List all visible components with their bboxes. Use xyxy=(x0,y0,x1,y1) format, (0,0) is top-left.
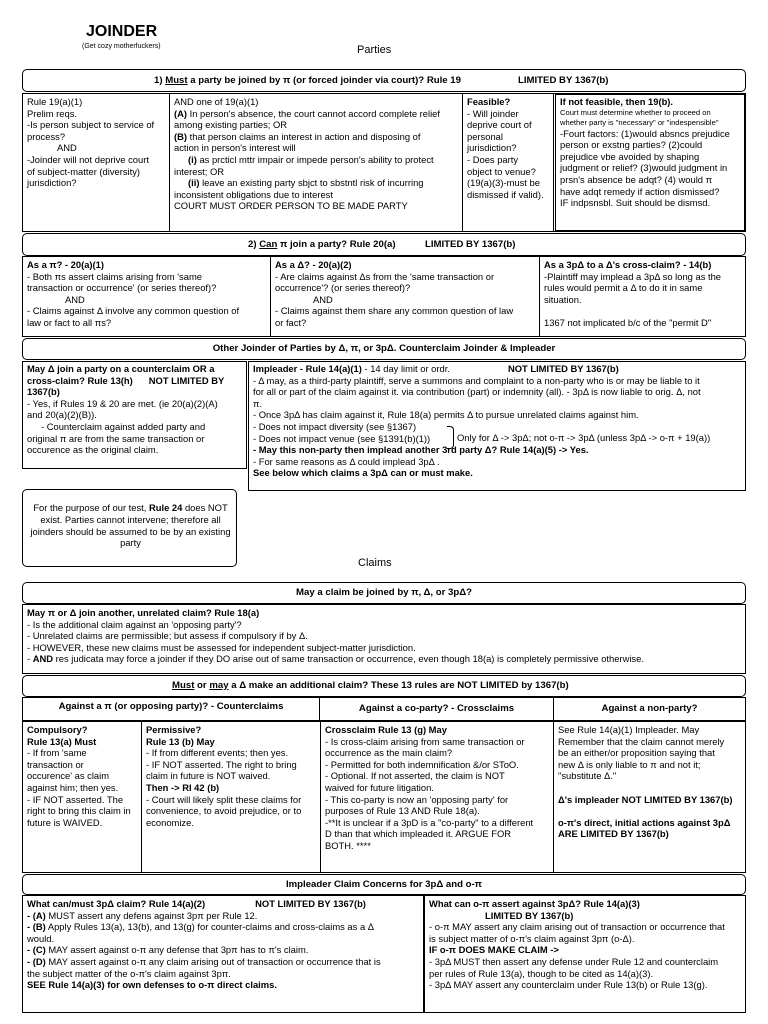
claims-question: May a claim be joined by π, Δ, or 3pΔ? xyxy=(296,587,472,598)
q1-question: 1) Must a party be joined by π (or forced joinder via court)? Rule 19 xyxy=(154,75,461,86)
subtitle: (Get cozy motherfuckers) xyxy=(82,43,161,50)
q1-col3: Feasible? - Will joinder deprive court of personal jurisdiction? - Does party object to venue? (19(a)(3)-must be dismissed if valid). xyxy=(467,96,544,200)
page-title: JOINDER xyxy=(86,23,158,40)
other-header-text: Other Joinder of Parties by Δ, π, or 3pΔ. Counterclaim Joinder & Impleader xyxy=(212,343,556,354)
q1-col1: Rule 19(a)(1) Prelim reqs. -Is person subject to service of process? AND -Joinder will not deprive court of subject-matter (diversity) jurisdiction? xyxy=(27,96,155,189)
section-claims: Claims xyxy=(358,557,392,569)
q2-col1: As a π? - 20(a)(1) - Both πs assert claims arising from 'same transaction or occurrence' (or series thereof)? AND - Claims against Δ involve any common question of law or fact to all πs? xyxy=(27,259,240,328)
q1-col2: AND one of 19(a)(1) (A) In person's absence, the court cannot accord complete relief among existing parties; OR (B) that person claims an interest in action and disposing of action in person's interest will (i) as prcticl mttr impair or impede person's ability to protect interest; OR (ii) leave an existing party sbjct to sbstntl risk of incurring inconsistent obligations due to interest COURT MUST ORDER PERSON TO BE MADE PARTY xyxy=(174,96,440,212)
q1-col4: If not feasible, then 19(b). Court must determine whether to proceed on whether party is "necessary" or "indespensible" -Fourt factors: (1)would absncs prejudice person or exstng parties? (2)could prejudice vbe avoided by shaping judgment or relief? (3)would judgment in prsn's absence be adqt? (4) would π have adqt remedy if action dismissed? IF indpsnsbl. Suit should be dismsd. xyxy=(560,96,730,209)
crossclaims-header: Against a co-party? - Crossclaims xyxy=(358,703,515,714)
impleader-brace-note: Only for Δ -> 3pΔ; not o-π -> 3pΔ (unless 3pΔ -> o-π + 19(a)) xyxy=(457,432,711,443)
crossclaim-col: Crossclaim Rule 13 (g) May - Is cross-claim arising from same transaction or occurrence as the main claim? - Permitted for both indemnification &/or SToO. - Optional. If not asserted, the claim is NOT waived for future litigation. - This co-party is now an 'opposing party' for purposes of Rule 13 AND Rule 18(a). -**It is unclear if a 3pD is a "co-party" to a different D than that which impleaded it. ARGUE FOR BOTH. **** xyxy=(325,724,534,851)
rule13h-text: May Δ join a party on a counterclaim OR a cross-claim? Rule 13(h) NOT LIMITED BY 1367(b) - Yes, if Rules 19 & 20 are met. (ie 20(a)(2)(A) and 20(a)(2)(B)). - Counterclaim against added party and original π are from the same transaction or occurence as the original claim. xyxy=(27,363,225,456)
counterclaims-header: Against a π (or opposing party)? - Counterclaims xyxy=(58,701,284,712)
q2-col2: As a Δ? - 20(a)(2) - Are claims against Δs from the 'same transaction or occurrence'? (or series thereof)? AND - Claims against them share any common question of law or fact? xyxy=(275,259,514,328)
q2-question: 2) Can π join a party? Rule 20(a) xyxy=(248,239,396,250)
original-plaintiff-text: What can o-π assert against 3pΔ? Rule 14(a)(3) LIMITED BY 1367(b) - o-π MAY assert any claim arising out of transaction or occurrence that is subject matter of o-π's claim against 3pπ (o-Δ). IF o-π DOES MAKE CLAIM -> - 3pΔ MUST then assert any defense under Rule 12 and counterclaim per rules of Rule 13(a), though to be cited as 14(a)(3). - 3pΔ MAY assert any counterclaim under Rule 13(b) or Rule 13(g). xyxy=(429,898,725,991)
rule24-text: For the purpose of our test, Rule 24 does NOT exist. Parties cannot intervene; therefore all joinders should be assumed to be by an existing party xyxy=(30,502,231,549)
q2-col3: As a 3pΔ to a Δ's cross-claim? - 14(b) -Plaintiff may implead a 3pΔ so long as the rules would permit a Δ to do it in same situation. 1367 not implicated b/c of the "permit D" xyxy=(544,259,722,328)
q1-limited: LIMITED BY 1367(b) xyxy=(518,75,609,86)
brace xyxy=(447,426,454,449)
nonparty-col: See Rule 14(a)(1) Impleader. May Remember that the claim cannot merely be an either/or proposition saying that new Δ is only liable to π and not it; "substitute Δ." Δ's impleader NOT LIMITED BY 1367(b) o-π's direct, initial actions against 3pΔ ARE LIMITED BY 1367(b) xyxy=(558,724,733,840)
third-party-defendant-text: What can/must 3pΔ claim? Rule 14(a)(2) NOT LIMITED BY 1367(b) - (A) MUST assert any defens against 3pπ per Rule 12. - (B) Apply Rules 13(a), 13(b), and 13(g) for counter-claims and cross-claims as a Δ would. - (C) MAY assert against o-π any defense that 3pπ has to π's claim. - (D) MAY assert against o-π any claim arising out of transaction or occurrence that is the subject matter of the o-π's claim against 3pπ. SEE Rule 14(a)(3) for own defenses to o-π direct claims. xyxy=(27,898,381,991)
compulsory-col: Compulsory? Rule 13(a) Must - If from 'same transaction or occurence' as claim against him; then yes. - IF NOT asserted. The right to bring this claim in future is WAIVED. xyxy=(27,724,131,828)
section-parties: Parties xyxy=(357,44,392,56)
additional-claim-question: Must or may a Δ make an additional claim? These 13 rules are NOT LIMITED by 1367(b) xyxy=(172,680,569,691)
permissive-col: Permissive? Rule 13 (b) May - If from different events; then yes. - IF NOT asserted. The right to bring claim in future is NOT waived. Then -> RI 42 (b) - Court will likely split these claims for convenience, to avoid prejudice, or to economize. xyxy=(146,724,302,828)
rule18a-text: May π or Δ join another, unrelated claim? Rule 18(a) - Is the additional claim against an 'opposing party'? - Unrelated claims are permissible; but assess if compulsory if by Δ. - HOWEVER, these new claims must be assessed for independent subject-matter jurisdiction. - AND res judicata may force a joinder if they DO arise out of same transaction or occurrence, even though 18(a) is completely permissive otherwise. xyxy=(27,607,644,665)
q2-limited: LIMITED BY 1367(b) xyxy=(425,239,516,250)
nonparty-header: Against a non-party? xyxy=(601,703,698,714)
impleader-concerns-title: Impleader Claim Concerns for 3pΔ and o-π xyxy=(285,879,483,890)
impleader-text: Impleader - Rule 14(a)(1) - 14 day limit or ordr. NOT LIMITED BY 1367(b) - Δ may, as a third-party plaintiff, serve a summons and complaint to a non-party who is or may be liable to it for all or part of the claim against it. via contribution (part) or indemnity (all). - 3pΔ is now liable to orig. Δ, not π. - Once 3pΔ has claim against it, Rule 18(a) permits Δ to pursue unrelated claims against him. - Does not impact diversity (see §1367) - Does not impact venue (see §1391(b)(1)) - May this non-party then implead another 3rd party Δ? Rule 14(a)(5) -> Yes. - For same reasons as Δ could implead 3pΔ . See below which claims a 3pΔ can or must make. xyxy=(253,363,701,479)
